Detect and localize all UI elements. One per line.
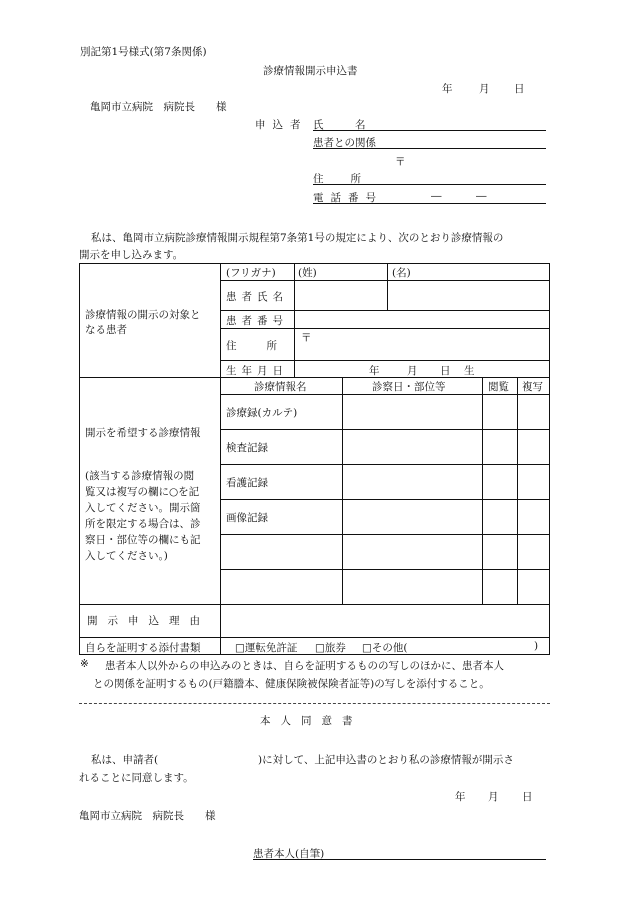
- surname-label: (姓): [298, 267, 317, 279]
- info-note-line: 察日・部位等の欄にも記: [85, 534, 201, 546]
- birth-suffix-label: 生: [464, 365, 475, 377]
- section-divider: [79, 637, 550, 638]
- consent-line-2: れることに同意します。: [79, 772, 194, 784]
- documents-label: 自らを証明する添付書類: [85, 642, 201, 654]
- info-note-line: 所を限定する場合は、診: [85, 518, 201, 530]
- divider: [220, 637, 221, 654]
- other-close-paren: ): [534, 640, 539, 652]
- column-header-copy: 複写: [522, 381, 543, 393]
- patient-address-input[interactable]: [295, 329, 548, 359]
- column-header-view: 閲覧: [488, 381, 509, 393]
- page-title: 診療情報開示申込書: [263, 65, 358, 77]
- info-note-line: 覧又は複写の欄に○を記: [85, 486, 200, 498]
- table-border-right: [549, 263, 550, 655]
- consent-date-year: 年: [455, 791, 466, 803]
- footnote-line-2: との関係を証明するもの(戸籍謄本、健康保険被保険者証等)の写しを添付すること。: [93, 678, 490, 690]
- applicant-label: 申込者: [255, 119, 308, 131]
- date-day: 日: [514, 83, 525, 95]
- consent-date-day: 日: [522, 791, 533, 803]
- reason-label: 開示申込理由: [87, 615, 210, 627]
- applicant-address-label: 住 所: [313, 173, 363, 185]
- table-border-top: [79, 263, 550, 264]
- date-year: 年: [442, 83, 453, 95]
- patient-name-label: 患者氏名: [226, 291, 288, 303]
- info-row-label: 検査記録: [226, 442, 268, 454]
- addressee: 亀岡市立病院 病院長 様: [90, 101, 227, 113]
- info-row-label: 看護記録: [226, 477, 268, 489]
- divider: [220, 499, 550, 500]
- applicant-name-label: 氏 名: [313, 119, 366, 131]
- form-reference: 別記第1号様式(第7条関係): [80, 46, 207, 58]
- applicant-phone-label: 電話番号: [313, 192, 383, 204]
- footnote-mark: ※: [80, 658, 89, 670]
- info-row-label: 診療録(カルテ): [226, 407, 298, 419]
- patient-number-label: 患者番号: [226, 315, 288, 327]
- section-divider: [79, 377, 550, 378]
- consent-line-1a: 私は、申請者(: [91, 754, 159, 766]
- column-header-info-name: 診療情報名: [254, 381, 307, 393]
- divider: [220, 534, 550, 535]
- intro-line-2: 開示を申し込みます。: [79, 249, 184, 261]
- patient-number-input[interactable]: [295, 311, 548, 327]
- info-note-line: (該当する診療情報の閲: [85, 470, 195, 482]
- patient-section-heading: なる患者: [85, 324, 127, 336]
- divider: [220, 429, 550, 430]
- patient-section-heading: 診療情報の開示の対象と: [85, 309, 201, 321]
- surname-input[interactable]: [295, 281, 386, 309]
- birthdate-label: 生年月日: [226, 365, 288, 377]
- consent-title: 本人同意書: [260, 715, 363, 727]
- birth-year-label: 年: [369, 365, 380, 377]
- phone-separator: ―: [431, 190, 442, 202]
- column-header-date-site: 診察日・部位等: [372, 381, 446, 393]
- passport-checkbox[interactable]: □旅券: [315, 642, 346, 654]
- patient-address-label: 住 所: [226, 340, 280, 352]
- info-note-line: 入してください。開示箇: [85, 502, 201, 514]
- patient-postal-mark: 〒: [301, 332, 312, 344]
- info-note-line: 入してください。): [85, 550, 168, 562]
- applicant-relation-label: 患者との関係: [313, 137, 376, 149]
- divider: [220, 569, 550, 570]
- cut-line: [79, 703, 550, 704]
- intro-line-1: 私は、亀岡市立病院診療情報開示規程第7条第1号の規定により、次のとおり診療情報の: [91, 232, 504, 244]
- request-form-table: [79, 263, 550, 655]
- divider: [220, 360, 550, 361]
- info-row-label: 画像記録: [226, 512, 268, 524]
- reason-input[interactable]: [221, 605, 548, 636]
- phone-separator: ―: [476, 190, 487, 202]
- table-border-left: [79, 263, 80, 655]
- signature-label: 患者本人(自筆): [253, 848, 325, 860]
- other-checkbox[interactable]: □その他(: [362, 642, 408, 654]
- view-checkbox-cell[interactable]: [483, 395, 516, 428]
- consent-date-month: 月: [488, 791, 499, 803]
- given-name-input[interactable]: [388, 281, 548, 309]
- date-site-input[interactable]: [343, 395, 481, 428]
- footnote-line-1: 患者本人以外からの申込みのときは、自らを証明するものの写しのほかに、患者本人: [105, 660, 504, 672]
- applicant-name-input[interactable]: [170, 750, 258, 765]
- furigana-label: (フリガナ): [226, 267, 276, 279]
- copy-checkbox-cell[interactable]: [518, 395, 548, 428]
- drivers-license-checkbox[interactable]: □運転免許証: [235, 642, 298, 654]
- birth-day-label: 日: [440, 365, 451, 377]
- consent-line-1b: )に対して、上記申込書のとおり私の診療情報が開示さ: [258, 754, 514, 766]
- info-section-heading: 開示を希望する診療情報: [85, 427, 201, 439]
- given-name-label: (名): [392, 267, 411, 279]
- consent-addressee: 亀岡市立病院 病院長 様: [79, 810, 216, 822]
- divider: [220, 263, 221, 637]
- birth-month-label: 月: [407, 365, 418, 377]
- divider: [220, 464, 550, 465]
- date-month: 月: [479, 83, 490, 95]
- applicant-postal-mark: 〒: [395, 156, 406, 168]
